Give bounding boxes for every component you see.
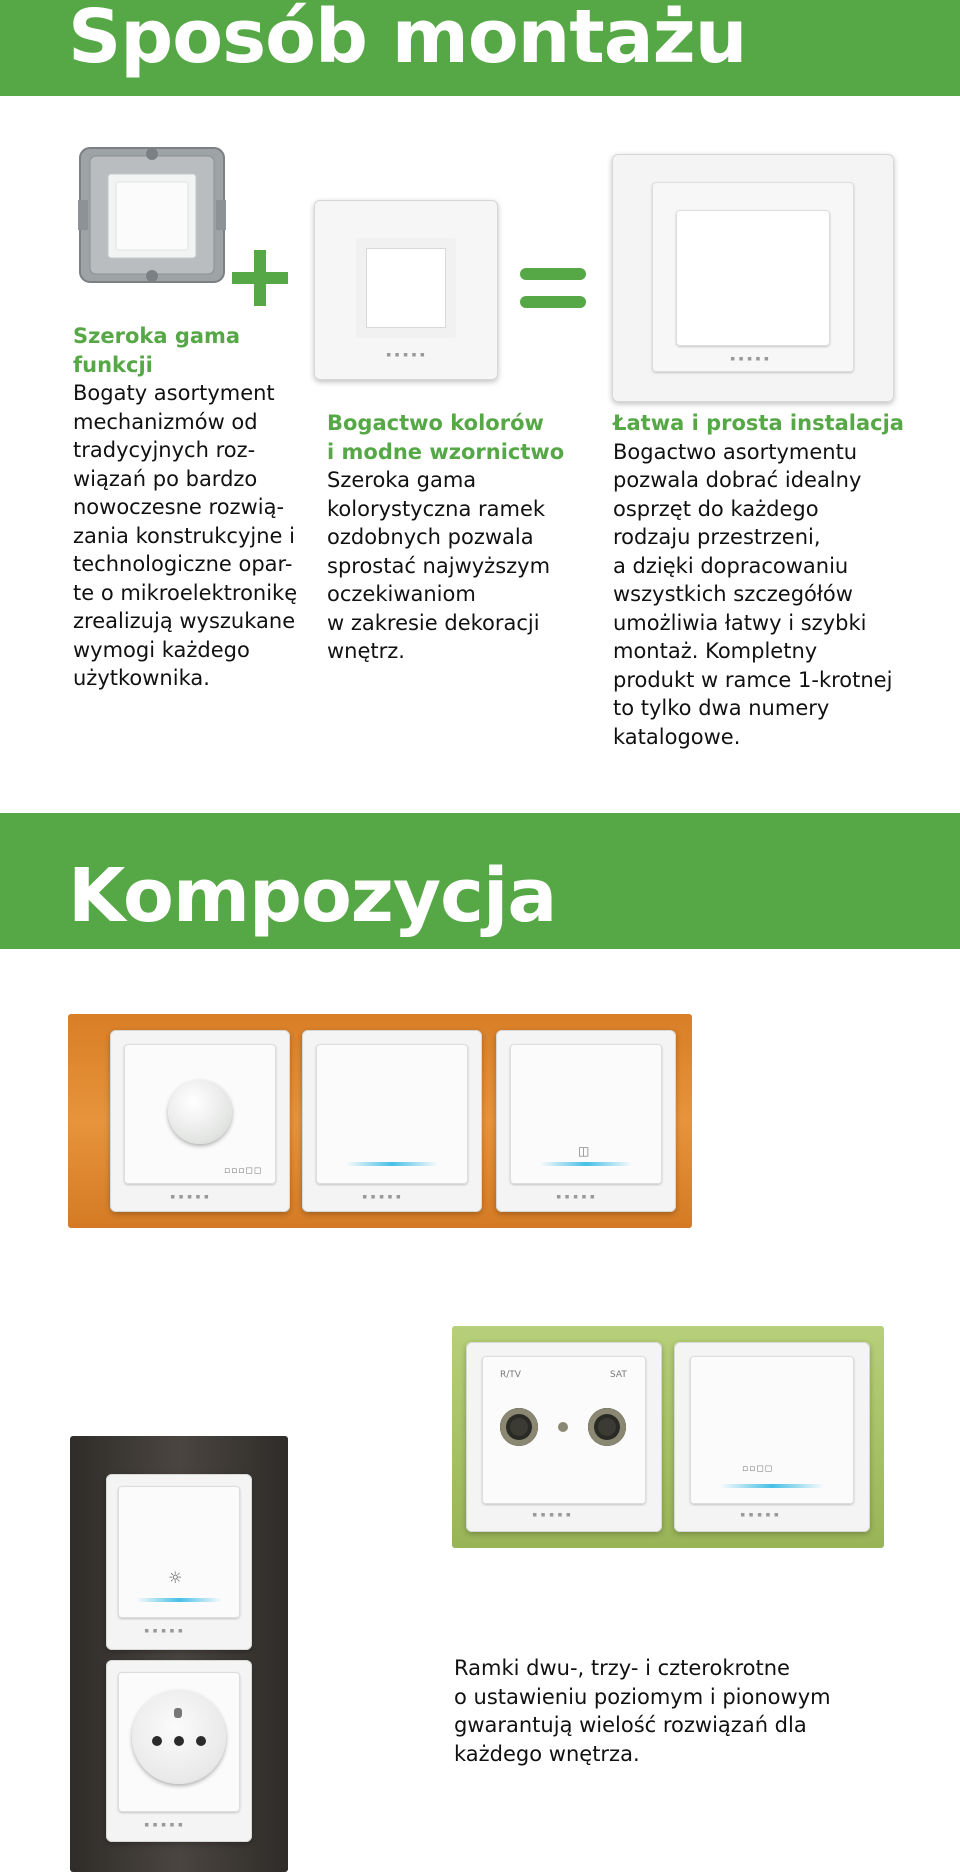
feature-column-colors bbox=[327, 409, 567, 666]
feature-heading-installation: Łatwa i prosta instalacja bbox=[613, 411, 904, 435]
light-bulb-icon: ☼ bbox=[168, 1568, 183, 1587]
double-frame-graphite-image: ☼ ▪▪▪▪▪ ▪▪▪▪▪ bbox=[70, 1436, 288, 1872]
complete-switch-image: ▪▪▪▪▪ bbox=[612, 154, 894, 402]
sat-label: SAT bbox=[610, 1370, 627, 1380]
mechanism-image bbox=[72, 140, 232, 290]
symbol-icon: ◫ bbox=[578, 1144, 590, 1158]
feature-heading-functions: Szeroka gama funkcji bbox=[73, 324, 241, 377]
triple-frame-orange-image: ▫▫▫◻◻ ▪▪▪▪▪ ▪▪▪▪▪ ◫ ▪▪▪▪▪ bbox=[68, 1014, 692, 1228]
feature-heading-colors: Bogactwo kolorów i modne wzornictwo bbox=[327, 411, 565, 464]
feature-text-colors: Szeroka gama kolorystyczna ramek ozdobnych pozwala sprostać najwyższym oczekiwaniom w zakresie dekoracji wnętrz. bbox=[327, 468, 551, 663]
double-frame-lime-image: R/TV SAT ▪▪▪▪▪ ▫▫◻◻ ▪▪▪▪▪ bbox=[452, 1326, 884, 1548]
frame-image: ▪▪▪▪▪ bbox=[314, 200, 498, 380]
dimmer-knob-icon bbox=[168, 1080, 232, 1144]
section-title-installation: Sposób montażu bbox=[68, 0, 747, 80]
plus-icon-vertical bbox=[254, 250, 266, 306]
section-header-installation bbox=[0, 0, 960, 96]
composition-caption: Ramki dwu-, trzy- i czterokrotne o ustawieniu poziomym i pionowym gwarantują wielość rozwiązań dla każdego wnętrza. bbox=[454, 1656, 831, 1766]
feature-column-installation bbox=[613, 409, 913, 751]
equals-icon-bottom bbox=[520, 296, 586, 308]
feature-text-installation: Bogactwo asortymentu pozwala dobrać idealny osprzęt do każdego rodzaju przestrzeni, a dzięki dopracowaniu wszystkich szczegółów umożliwia łatwy i szybki montaż. Kompletny produkt w ramce 1-krotnej to tylko dwa numery katalogowe. bbox=[613, 439, 893, 749]
tv-label: R/TV bbox=[500, 1370, 521, 1380]
feature-text-functions: Bogaty asortyment mechanizmów od tradycyjnych roz- wiązań po bardzo nowoczesne rozwią- zania konstrukcyjne i technologiczne opar- te o mikroelektronikę zrealizują wyszukane wymogi każdego użytkownika. bbox=[73, 381, 298, 690]
section-header-composition bbox=[0, 813, 960, 949]
sat-socket-icon bbox=[588, 1408, 626, 1446]
equals-icon-top bbox=[520, 268, 586, 280]
feature-column-functions bbox=[73, 322, 323, 693]
tv-socket-icon bbox=[500, 1408, 538, 1446]
section-title-composition: Kompozycja bbox=[68, 853, 557, 939]
